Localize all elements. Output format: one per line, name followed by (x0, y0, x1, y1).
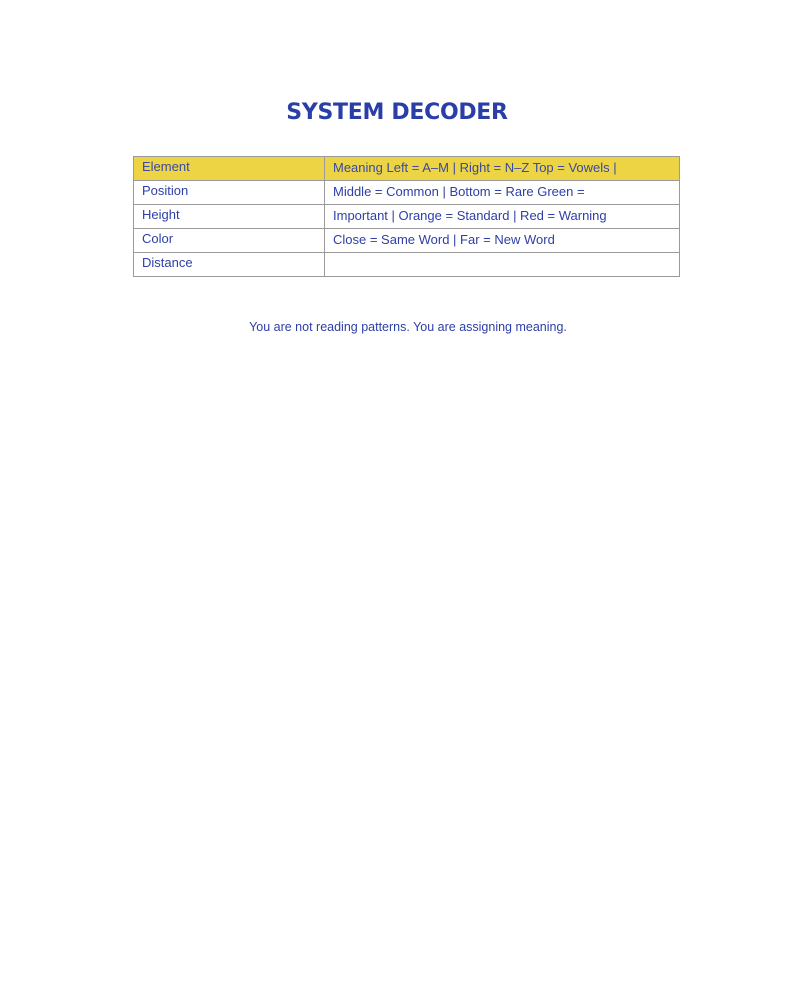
element-cell: Color (134, 229, 325, 253)
header-cell-meaning: Meaning Left = A–M | Right = N–Z Top = Vowels | (325, 157, 680, 181)
table-row (134, 205, 680, 229)
element-cell: Height (134, 205, 325, 229)
footer-note: You are not reading patterns. You are assigning meaning. (249, 320, 567, 334)
decoder-table (133, 156, 680, 277)
meaning-cell: Middle = Common | Bottom = Rare Green = (325, 181, 680, 205)
element-cell (134, 253, 325, 277)
table-row (134, 229, 680, 253)
header-cell-element: Element (134, 157, 325, 181)
meaning-cell: Close = Same Word | Far = New Word (325, 229, 680, 253)
element-cell: Position (134, 181, 325, 205)
table-row (134, 181, 680, 205)
element-cell-text: Distance (142, 255, 193, 270)
page-title: SYSTEM DECODER (286, 100, 508, 125)
meaning-cell (325, 253, 680, 277)
meaning-cell: Important | Orange = Standard | Red = Warning (325, 205, 680, 229)
table-row (134, 253, 680, 277)
table-header-row (134, 157, 680, 181)
